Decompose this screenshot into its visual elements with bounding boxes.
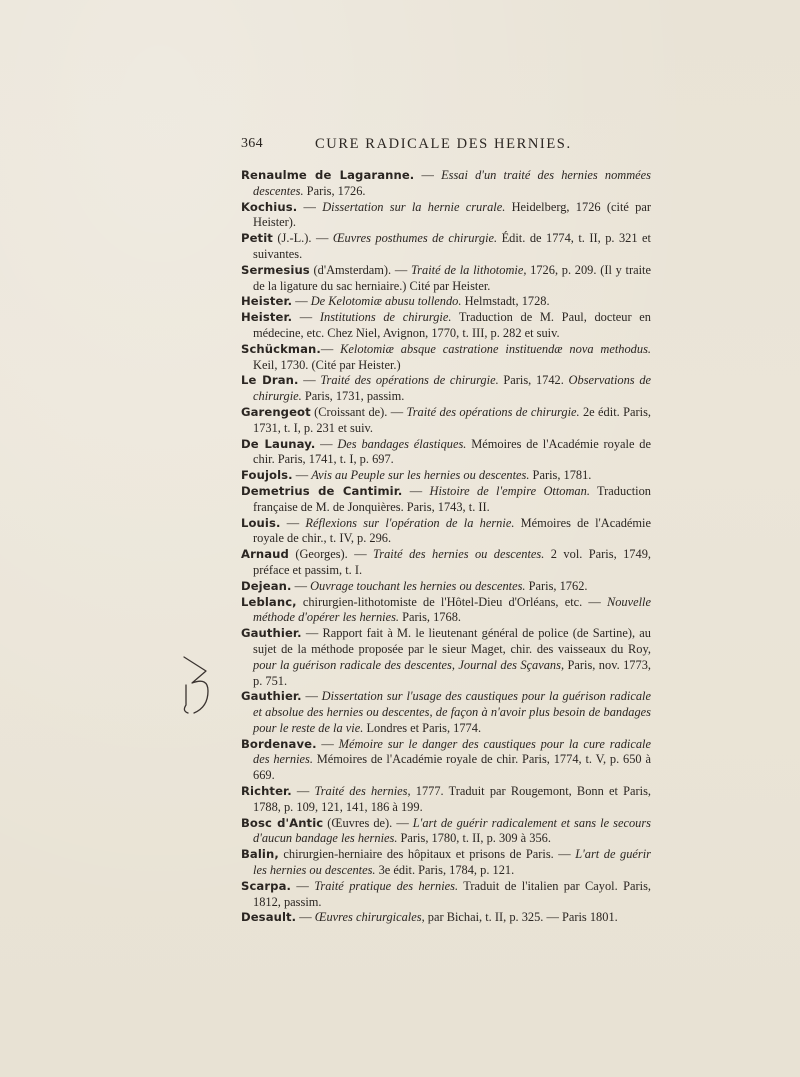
entry-text: — <box>291 578 311 593</box>
entry-text: 1777. Traduit par Rougemont, Bonn et Paris, 1788, p. 109, 121, 141, 186 à 199. <box>253 784 651 814</box>
entry-text: Mémoires de l'Académie royale de chir. Paris, 1774, t. V, p. 650 à 669. <box>253 752 651 783</box>
bibliography-entry <box>241 405 651 437</box>
entry-title: Observations de chirurgie. <box>253 373 652 404</box>
entry-author: Balin, <box>241 847 279 862</box>
entry-text: — <box>402 483 430 498</box>
entry-author: Scarpa. <box>241 878 291 893</box>
entry-text: — <box>292 310 320 325</box>
bibliography-entry <box>241 263 651 295</box>
entry-text: Helmstadt, 1728. <box>461 294 550 309</box>
entry-text: — <box>414 168 442 182</box>
bibliography-entry <box>241 595 651 627</box>
entry-text: Paris, 1726. <box>303 183 366 198</box>
entry-text: Traduit de l'italien par Cayol. Paris, 1812, passim. <box>253 878 651 909</box>
entry-author: Richter. <box>241 784 292 799</box>
entry-text: Paris, 1781. <box>529 468 592 483</box>
entry-text: Paris, nov. 1773, p. 751. <box>253 657 651 688</box>
entry-text: Keil, 1730. (Cité par Heister.) <box>253 357 401 372</box>
bibliography-list <box>241 168 651 926</box>
bibliography-entry <box>241 294 651 310</box>
entry-text: Mémoires de l'Académie royale de chir. Paris, 1741, t. I, p. 697. <box>253 436 651 467</box>
bibliography-entry <box>241 231 651 263</box>
entry-title: Traité pratique des hernies. <box>314 878 459 893</box>
entry-text: chirurgien-lithotomiste de l'Hôtel-Dieu d'Orléans, etc. — <box>296 594 607 609</box>
bibliography-entry <box>241 373 651 405</box>
entry-author: Demetrius de Cantimir. <box>241 483 403 498</box>
entry-text: Heidelberg, 1726 (cité par Heister). <box>253 199 651 230</box>
entry-title: Traité des opérations de chirurgie. <box>320 373 499 388</box>
entry-author: Arnaud <box>241 547 289 562</box>
bibliography-entry <box>241 310 651 342</box>
bibliography-entry <box>241 879 651 911</box>
bibliography-entry <box>241 579 651 595</box>
entry-title: Œuvres chirurgicales, <box>314 910 425 925</box>
entry-title: Des bandages élastiques. <box>337 436 467 451</box>
bibliography-entry <box>241 342 651 374</box>
entry-title: L'art de guérir radicalement et sans le secours d'aucun bandage les hernies. <box>253 815 652 846</box>
entry-title: Dissertation sur l'usage des caustiques pour la guérison radicale et absolue des hernies ou descentes, de façon à n'avoir plus besoin de bandages pour le reste de la vie. <box>253 689 651 735</box>
entry-text: — <box>292 294 311 309</box>
entry-text: — <box>297 199 323 214</box>
entry-text: 2 vol. Paris, 1749, préface et passim, t. I. <box>253 547 651 577</box>
entry-text: Édit. de 1774, t. II, p. 321 et suivantes. <box>253 231 651 261</box>
entry-text: — <box>292 468 312 483</box>
entry-title: Traité des hernies, <box>314 784 411 799</box>
entry-text: (d'Amsterdam). — <box>309 262 411 277</box>
bibliography-entry <box>241 689 651 736</box>
entry-author: Gauthier. <box>241 626 302 641</box>
entry-title: Traité des hernies ou descentes. <box>373 547 545 562</box>
entry-author: Bordenave. <box>241 736 317 751</box>
entry-author: Leblanc, <box>241 594 297 609</box>
bibliography-entry <box>241 737 651 784</box>
bibliography-entry <box>241 910 651 926</box>
entry-author: Louis. <box>241 515 281 530</box>
entry-title: L'art de guérir les hernies ou descentes. <box>253 847 651 878</box>
bibliography-entry <box>241 468 651 484</box>
bibliography-entry <box>241 516 651 548</box>
page-header <box>241 136 648 156</box>
entry-author: Schückman. <box>241 341 321 356</box>
entry-title: Institutions de chirurgie. <box>319 310 452 325</box>
page-number: 364 <box>241 136 263 151</box>
entry-title: Traité des opérations de chirurgie. <box>406 404 580 419</box>
entry-title: Essai d'un traité des hernies nommées descentes. <box>253 168 651 198</box>
entry-text: (Œuvres de). — <box>323 815 413 830</box>
entry-text: — <box>298 373 321 388</box>
entry-text: 1726, p. 209. (Il y traite de la ligature du sac herniaire.) Cité par Heister. <box>253 262 651 293</box>
entry-title: De Kelotomiæ abusu tollendo. <box>310 294 462 309</box>
entry-text: — <box>291 784 315 799</box>
entry-text: Paris, 1742. <box>498 373 569 388</box>
entry-text: chirurgien-herniaire des hôpitaux et prisons de Paris. — <box>278 847 576 862</box>
entry-author: Gauthier. <box>241 689 302 704</box>
bibliography-entry <box>241 437 651 469</box>
entry-text: (J.-L.). — <box>272 231 333 246</box>
entry-author: Foujols. <box>241 468 293 483</box>
entry-text: — Rapport fait à M. le lieutenant général de police (de Sartine), au sujet de la méthode proposée par le sieur Maget, chir. des vaisseaux du Roy, <box>253 626 651 656</box>
entry-title: Nouvelle méthode d'opérer les hernies. <box>253 594 651 625</box>
entry-text: 2e édit. Paris, 1731, t. I, p. 231 et suiv. <box>253 404 651 435</box>
entry-title: Œuvres posthumes de chirurgie. <box>332 231 498 246</box>
bibliography-entry <box>241 484 651 516</box>
entry-text: (Croissant de). — <box>310 404 407 419</box>
entry-title: Traité de la lithotomie, <box>410 262 527 277</box>
entry-author: Bosc d'Antic <box>241 815 324 830</box>
bibliography-entry <box>241 168 651 200</box>
entry-text: — <box>291 878 315 893</box>
entry-text: Paris, 1768. <box>399 610 461 625</box>
entry-title: pour la guérison radicale des descentes, Journal des Sçavans, <box>253 657 565 672</box>
entry-author: De Launay. <box>241 436 316 451</box>
entry-author: Sermesius <box>241 262 310 277</box>
entry-author: Petit <box>241 231 273 246</box>
entry-text: — <box>301 689 322 704</box>
bibliography-entry <box>241 547 651 579</box>
entry-text: — <box>315 436 338 451</box>
entry-text: Paris, 1762. <box>525 578 588 593</box>
entry-text: Paris, 1731, passim. <box>301 389 405 404</box>
entry-text: (Georges). — <box>288 547 374 562</box>
entry-text: — <box>316 736 339 751</box>
entry-title: Ouvrage touchant les hernies ou descentes. <box>310 578 526 593</box>
entry-text: 3e édit. Paris, 1784, p. 121. <box>375 863 515 878</box>
entry-title: Réflexions sur l'opération de la hernie. <box>305 515 515 530</box>
entry-author: Heister. <box>241 294 293 309</box>
entry-title: Avis au Peuple sur les hernies ou descentes. <box>311 468 530 483</box>
entry-text: Traduction de M. Paul, docteur en médecine, etc. Chez Niel, Avignon, 1770, t. III, p. 282 et suiv. <box>253 310 652 340</box>
entry-author: Renaulme de Lagaranne. <box>241 168 415 182</box>
entry-author: Dejean. <box>241 578 292 593</box>
entry-text: par Bichai, t. II, p. 325. — Paris 1801. <box>424 910 618 925</box>
bibliography-entry <box>241 200 651 232</box>
entry-text: Mémoires de l'Académie royale de chir., t. IV, p. 296. <box>253 515 651 546</box>
bibliography-entry <box>241 847 651 879</box>
entry-title: Kelotomiæ absque castratione instituendæ nova methodus. <box>340 341 651 356</box>
bibliography-entry <box>241 626 651 689</box>
entry-author: Le Dran. <box>241 373 299 388</box>
bibliography-entry <box>241 816 651 848</box>
entry-text: — <box>296 910 315 925</box>
entry-title: Dissertation sur la hernie crurale. <box>322 199 506 214</box>
entry-title: Mémoire sur le danger des caustiques pour la cure radicale des hernies. <box>253 736 651 767</box>
bibliography-entry <box>241 784 651 816</box>
entry-title: Histoire de l'empire Ottoman. <box>429 483 590 498</box>
entry-author: Garengeot <box>241 404 311 419</box>
entry-text: — <box>280 515 306 530</box>
entry-author: Heister. <box>241 310 293 325</box>
entry-author: Kochius. <box>241 199 298 214</box>
running-title: CURE RADICALE DES HERNIES. <box>315 136 572 152</box>
entry-text: Londres et Paris, 1774. <box>363 720 482 735</box>
entry-text: Paris, 1780, t. II, p. 309 à 356. <box>397 831 551 846</box>
entry-author: Desault. <box>241 910 297 925</box>
handwritten-margin-mark <box>178 655 226 715</box>
entry-text: Traduction française de M. de Jonquières. Paris, 1743, t. II. <box>253 483 651 514</box>
entry-text: — <box>320 341 341 356</box>
